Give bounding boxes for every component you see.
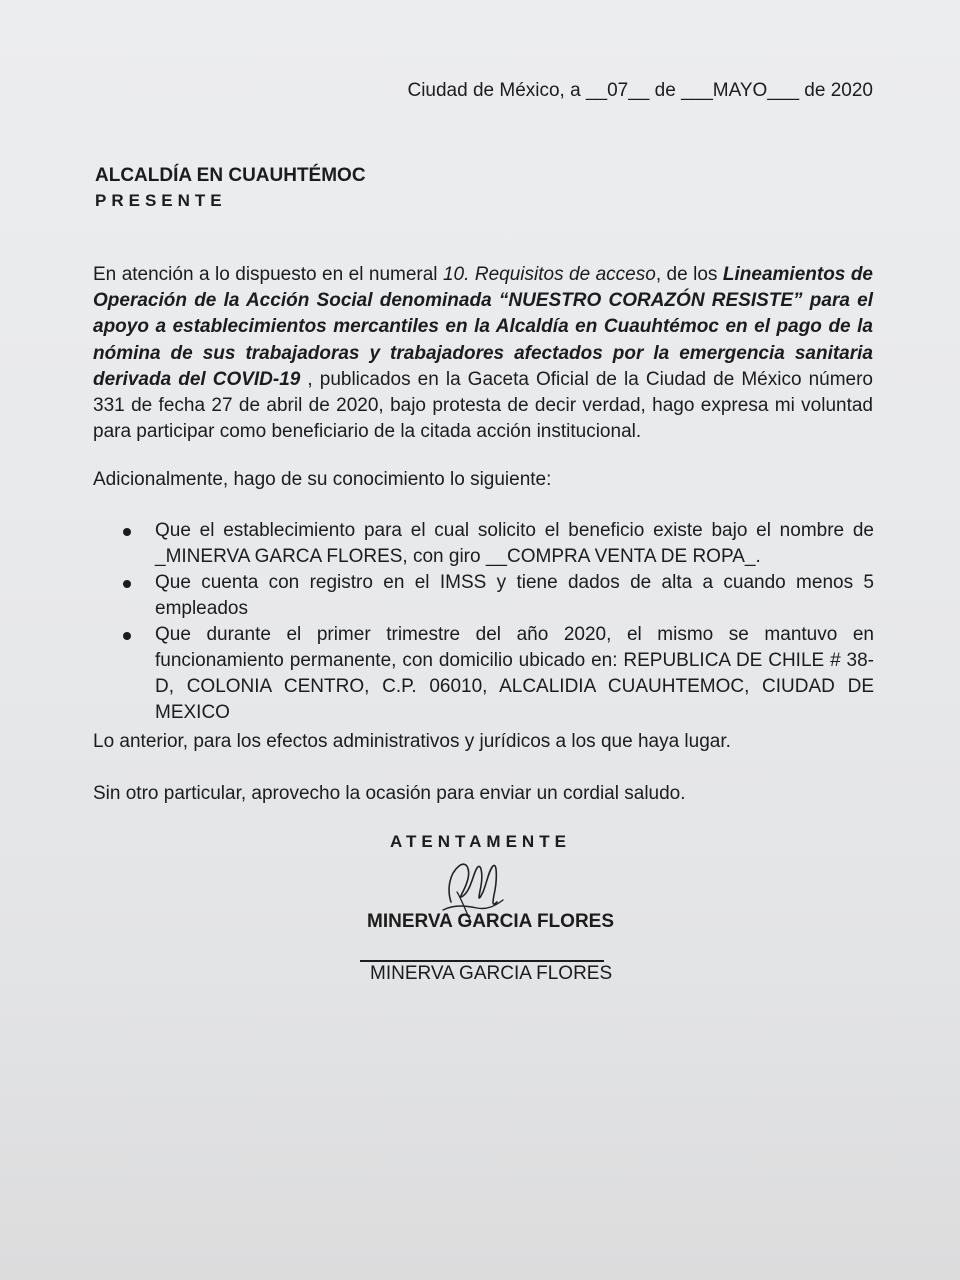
closing-salutation: ATENTAMENTE: [390, 832, 571, 851]
signer-name-bold: MINERVA GARCIA FLORES: [367, 911, 615, 932]
date-month: ___MAYO___: [681, 80, 800, 101]
intro-text-e: , publicados en la Gaceta Oficial de la Ciudad de México número 331 de fecha 27 de abril de 2020, bajo protesta de decir verdad, hago expresa mi voluntad para participar como beneficiario de la citada acción institucional.: [93, 368, 874, 443]
closing-paragraph: Sin otro particular, aprovecho la ocasión para enviar un cordial saludo.: [93, 783, 686, 804]
date-suffix: de 2020: [799, 80, 873, 101]
date-prefix: Ciudad de México, a: [407, 80, 586, 101]
additional-paragraph: Adicionalmente, hago de su conocimiento lo siguiente:: [93, 469, 552, 490]
list-item: Que cuenta con registro en el IMSS y tiene dados de alta a cuando menos 5 empleados: [120, 570, 874, 622]
intro-numeral: 10. Requisitos de acceso: [442, 264, 656, 285]
addressee-presente: PRESENTE: [95, 191, 227, 210]
list-item: Que el establecimiento para el cual solicito el beneficio existe bajo el nombre de _MINERVA GARCA FLORES, con giro __COMPRA VENTA DE ROPA_.: [120, 518, 874, 570]
addressee-name: ALCALDÍA EN CUAUHTÉMOC: [95, 165, 366, 186]
intro-paragraph: [93, 262, 873, 445]
date-line: [407, 80, 873, 102]
date-day: __07__: [585, 80, 650, 101]
requirements-list: [120, 518, 874, 726]
date-mid: de: [649, 80, 682, 101]
intro-text-c: , de los: [655, 264, 723, 285]
list-item: Que durante el primer trimestre del año 2020, el mismo se mantuvo en funcionamiento permanente, con domicilio ubicado en: REPUBLICA DE CHILE # 38-D, COLONIA CENTRO, C.P. 06010, ALCALIDIA CUAUHTEMOC, CIUDAD DE MEXICO: [120, 622, 874, 726]
intro-text-a: En atención a lo dispuesto en el numeral: [93, 264, 443, 285]
signature-line: [360, 960, 604, 962]
signer-name: MINERVA GARCIA FLORES: [370, 963, 613, 984]
effects-paragraph: Lo anterior, para los efectos administrativos y jurídicos a los que haya lugar.: [93, 731, 731, 752]
intro-guidelines-title: Lineamientos de Operación de la Acción Social denominada “NUESTRO CORAZÓN RESISTE” para el apoyo a establecimientos mercantiles en la Alcaldía en Cuauhtémoc en el pago de la nómina de sus trabajadoras y trabajadores afectados por la emergencia sanitaria derivada del COVID-19: [93, 264, 873, 390]
